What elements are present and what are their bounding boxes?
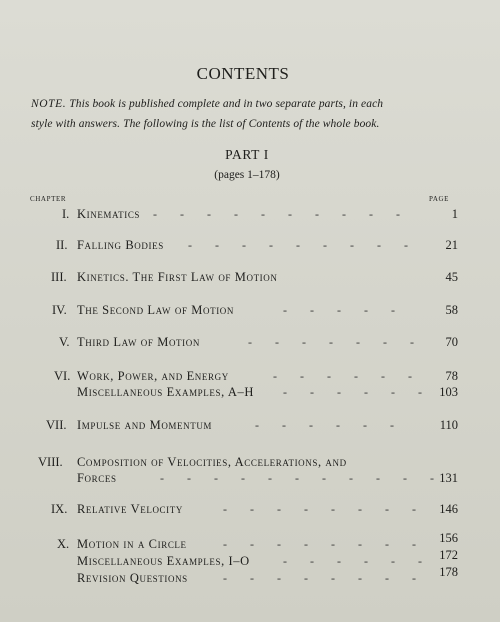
page-number: 78	[445, 369, 458, 383]
chapter-number: IX.	[51, 502, 68, 516]
chapter-title: Falling Bodies	[77, 238, 164, 252]
dot-leader: - - - - - - -	[248, 335, 424, 349]
dot-leader: - - - - - - - - - -	[153, 207, 410, 221]
chapter-number: II.	[56, 238, 68, 252]
chapter-number: X.	[57, 537, 70, 551]
chapter-title-continued: Forces	[77, 471, 117, 485]
page-number: 45	[445, 270, 458, 284]
part-title: PART I	[225, 147, 269, 162]
chapter-title: Kinetics. The First Law of Motion	[77, 270, 278, 284]
chapter-title: The Second Law of Motion	[77, 303, 235, 317]
note-line-1	[31, 98, 383, 110]
chapter-title: Impulse and Momentum	[77, 418, 213, 432]
dot-leader: - - - - - -	[283, 385, 432, 399]
dot-leader: - - - - - - - - -	[188, 238, 418, 252]
dot-leader: - - - - - - - -	[223, 537, 426, 551]
section-title: Revision Questions	[77, 571, 188, 585]
chapter-column-header: CHAPTER	[30, 195, 67, 203]
contents-heading: CONTENTS	[196, 64, 290, 83]
chapter-title: Motion in a Circle	[77, 537, 187, 551]
chapter-number: IV.	[52, 303, 67, 317]
chapter-number: III.	[51, 270, 67, 284]
chapter-number: I.	[62, 207, 70, 221]
page-number: 21	[445, 238, 458, 252]
note-lead: NOTE.	[31, 98, 67, 110]
chapter-title: Kinematics	[77, 207, 141, 221]
dot-leader: - - - - - -	[255, 418, 404, 432]
page-number: 70	[445, 335, 458, 349]
section-title: Miscellaneous Examples, A–H	[77, 385, 254, 399]
page-number: 131	[439, 471, 458, 485]
chapter-number: V.	[59, 335, 70, 349]
chapter-number: VII.	[46, 418, 67, 432]
chapter-title: Work, Power, and Energy	[77, 369, 229, 383]
chapter-title: Relative Velocity	[77, 502, 183, 516]
page-number: 178	[439, 565, 458, 579]
chapter-title: Composition of Velocities, Accelerations, and	[77, 455, 347, 469]
dot-leader: - - - - - -	[283, 554, 432, 568]
page-number: 103	[439, 385, 458, 399]
section-title: Miscellaneous Examples, I–O	[77, 554, 250, 568]
chapter-title: Third Law of Motion	[77, 335, 200, 349]
chapter-number: VIII.	[38, 455, 63, 469]
dot-leader: - - - - - -	[273, 369, 422, 383]
page-number: 1	[451, 207, 458, 221]
page-number: 58	[445, 303, 458, 317]
page-column-header: PAGE	[429, 195, 450, 203]
dot-leader: - - - - - - - -	[223, 502, 426, 516]
dot-leader: - - - - - - - - - - -	[160, 471, 444, 485]
dot-leader: - - - - - - - -	[223, 571, 426, 585]
dot-leader: - - - - -	[283, 303, 405, 317]
chapter-number: VI.	[54, 369, 71, 383]
note-text-1: This book is published complete and in two separate parts, in each	[69, 98, 384, 110]
note-line-2: style with answers. The following is the list of Contents of the whole book.	[31, 118, 380, 130]
page-number: 110	[439, 418, 458, 432]
page-number: 156	[439, 531, 458, 545]
page-number: 146	[439, 502, 458, 516]
part-page-range: (pages 1–178)	[214, 169, 280, 181]
page-number: 172	[439, 548, 458, 562]
